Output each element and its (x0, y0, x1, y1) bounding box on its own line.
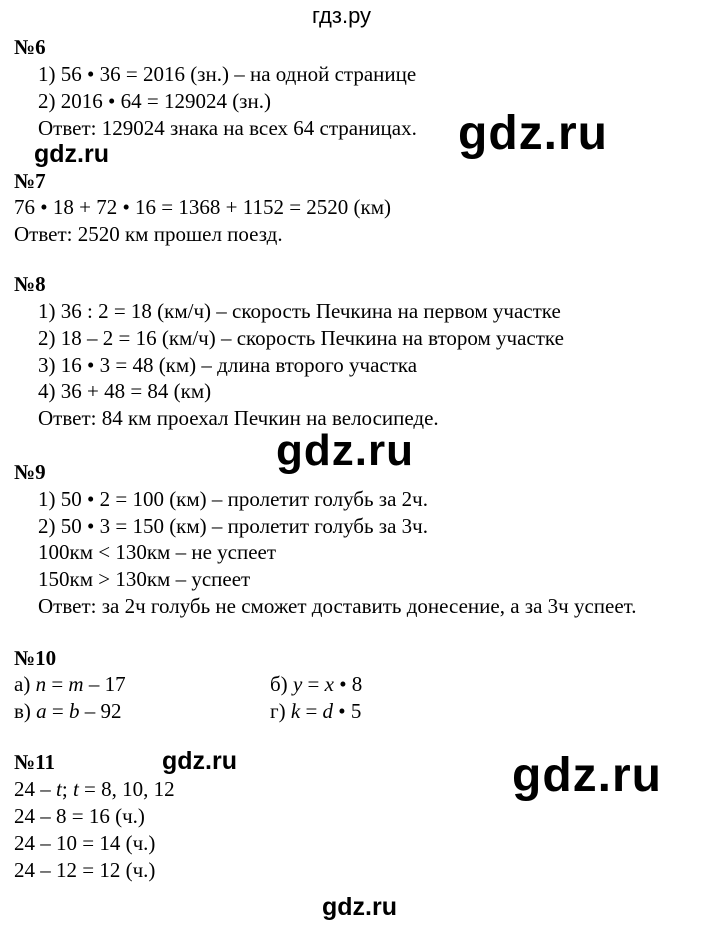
watermark-footer: gdz.ru (322, 893, 397, 921)
line-1-pre: 24 – (14, 777, 56, 801)
problem-number-6: №6 (14, 35, 46, 59)
item-c-rest: – 92 (79, 699, 122, 723)
problem-number-7: №7 (14, 169, 46, 193)
problem-10-item-b (270, 672, 362, 697)
problem-8-line-4: 4) 36 + 48 = 84 (км) (38, 379, 212, 403)
watermark-large: gdz.ru (458, 107, 608, 160)
problem-11-line-3: 24 – 10 = 14 (ч.) (14, 831, 156, 855)
var-a: a (36, 699, 47, 723)
var-x: x (324, 672, 334, 696)
var-m: m (68, 672, 84, 696)
problem-number-9: №9 (14, 460, 46, 484)
problem-number-11: №11 (14, 750, 55, 774)
problem-number-10: №10 (14, 646, 57, 670)
problem-6-line-2: 2) 2016 • 64 = 129024 (зн.) (38, 89, 271, 113)
var-t: t (56, 777, 62, 801)
problem-8-line-3: 3) 16 • 3 = 48 (км) – длина второго участка (38, 353, 418, 377)
var-t: t (72, 777, 79, 801)
line-1-mid: ; (61, 777, 73, 801)
equals: = (46, 672, 69, 696)
item-a-rest: – 17 (83, 672, 126, 696)
item-b-prefix: б) (270, 672, 293, 696)
problem-7-line-1: 76 • 18 + 72 • 16 = 1368 + 1152 = 2520 (км) (14, 195, 392, 219)
problem-11-line-4: 24 – 12 = 12 (ч.) (14, 858, 156, 882)
line-1-rest: = 8, 10, 12 (78, 777, 175, 801)
item-b-rest: • 8 (333, 672, 363, 696)
var-k: k (290, 699, 301, 723)
equals: = (302, 672, 325, 696)
problem-9-line-3: 100км < 130км – не успеет (38, 540, 277, 564)
item-c-prefix: в) (14, 699, 37, 723)
problem-6-answer: Ответ: 129024 знака на всех 64 страницах. (38, 116, 417, 140)
problem-10-item-c (14, 699, 122, 724)
problem-6-line-1: 1) 56 • 36 = 2016 (зн.) – на одной странице (38, 62, 417, 86)
problem-11-line-1 (14, 777, 175, 802)
problem-8-answer: Ответ: 84 км проехал Печкин на велосипеде. (38, 406, 439, 430)
watermark-medium: gdz.ru (276, 426, 414, 475)
var-b: b (69, 699, 80, 723)
item-d-rest: • 5 (333, 699, 362, 723)
problem-7-answer: Ответ: 2520 км прошел поезд. (14, 222, 283, 246)
watermark-small: gdz.ru (34, 140, 109, 168)
problem-11-line-2: 24 – 8 = 16 (ч.) (14, 804, 145, 828)
var-d: d (322, 699, 334, 723)
problem-10-item-a (14, 672, 126, 697)
problem-9-line-2: 2) 50 • 3 = 150 (км) – пролетит голубь за 3ч. (38, 514, 428, 538)
equals: = (300, 699, 323, 723)
site-header: гдз.ру (312, 3, 372, 28)
var-n: n (35, 672, 47, 696)
problem-9-line-4: 150км > 130км – успеет (38, 567, 251, 591)
equals: = (46, 699, 70, 723)
item-d-prefix: г) (270, 699, 291, 723)
problem-9-answer: Ответ: за 2ч голубь не сможет доставить донесение, а за 3ч успеет. (38, 594, 637, 618)
problem-number-8: №8 (14, 272, 46, 296)
problem-10-item-d (270, 699, 361, 724)
watermark-large: gdz.ru (512, 749, 662, 802)
problem-8-line-1: 1) 36 : 2 = 18 (км/ч) – скорость Печкина на первом участке (38, 299, 561, 323)
problem-8-line-2: 2) 18 – 2 = 16 (км/ч) – скорость Печкина на втором участке (38, 326, 564, 350)
var-y: y (292, 672, 303, 696)
watermark-small: gdz.ru (162, 747, 237, 775)
item-a-prefix: а) (14, 672, 36, 696)
problem-9-line-1: 1) 50 • 2 = 100 (км) – пролетит голубь за 2ч. (38, 487, 428, 511)
